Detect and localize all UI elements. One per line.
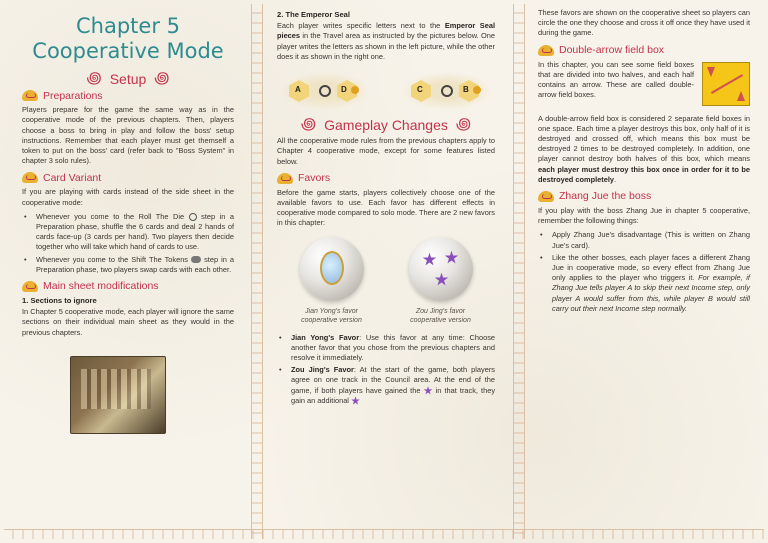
column-3	[538, 8, 750, 316]
cloud-icon	[538, 45, 554, 56]
sections-ignore-text: In Chapter 5 cooperative mode, each player will ignore the same sections on their individual main sheet as they would in the previous chapters.	[22, 307, 234, 337]
double-arrow-heading: Double-arrow field box	[538, 45, 750, 56]
emperor-seal-text: Each player writes specific letters next to the Emperor Seal pieces in the Travel area as instructed by the pictures below. One player writes the letters as shown in the left picture, while the other does it as shown in the right one.	[277, 21, 496, 61]
mirror-orb-icon	[300, 237, 364, 301]
cloud-icon	[22, 281, 38, 292]
main-sheet-heading: Main sheet modifications	[22, 281, 234, 292]
swirl-icon: ꩜	[455, 116, 472, 134]
favor-illustrations	[277, 237, 495, 325]
seal-letter: C	[417, 85, 423, 95]
zhang-jue-intro: If you play with the boss Zhang Jue in chapter 5 cooperative, remember the following things:	[538, 206, 750, 226]
card-variant-heading: Card Variant	[22, 172, 234, 183]
seal-picture-left	[281, 72, 369, 110]
bottom-border	[4, 529, 764, 539]
seal-ring-icon	[441, 85, 453, 97]
seal-letter: D	[341, 85, 347, 95]
shift-token-icon	[191, 256, 201, 263]
cloud-icon	[538, 191, 554, 202]
card-variant-intro: If you are playing with cards instead of the side sheet in the cooperative mode:	[22, 187, 234, 207]
gameplay-changes-text: All the cooperative mode rules from the previous chapters apply to Chapter 4 cooperative mode, except for some features listed below.	[277, 136, 495, 166]
seal-letter: A	[295, 85, 301, 95]
double-arrow-text-2: A double-arrow field box is considered 2 separate field boxes in one space. Each time a player destroys this box, only half of it is destroyed and crossed off, which means this box must be destroyed 2 times to be destroyed completely. In addition, one player cannot destroy both halves of this box, which means each player must destroy this box once in order for it to be destroyed completely.	[538, 113, 750, 184]
star-orb-icon	[409, 237, 473, 301]
duck-icon	[473, 86, 481, 94]
column-divider-right	[513, 4, 525, 539]
list-item: • Zou Jing's Favor: At the start of the game, both players agree on one track in the Council area. At the end of the game, if both players have gained the in that track, they gain an additional	[277, 365, 495, 406]
title-line-1: Chapter 5	[76, 14, 180, 38]
seal-letter: B	[463, 85, 469, 95]
list-item: • Whenever you come to the Shift The Tokens step in a Preparation phase, two players swap cards with each other.	[22, 255, 234, 275]
column-1	[22, 8, 234, 434]
sections-ignore-title: 1. Sections to ignore	[22, 296, 97, 306]
seal-picture-right	[403, 72, 491, 110]
game-sheet-photo	[70, 356, 166, 434]
swirl-icon: ꩜	[154, 70, 170, 87]
double-arrow-box-icon	[702, 62, 750, 106]
cloud-icon	[22, 90, 38, 101]
gameplay-changes-heading: ꩜ Gameplay Changes ꩜	[300, 116, 472, 134]
die-icon	[189, 213, 197, 221]
duck-icon	[351, 86, 359, 94]
favors-sheet-text: These favors are shown on the cooperative sheet so players can circle the one they choose and cross it off once they have used it during the game.	[538, 8, 750, 38]
list-item: • Like the other bosses, each player faces a different Zhang Jue in cooperative mode, so every effect from Zhang Jue only applies to the player who triggers it. For example, if Zhang Jue tells player A to skip their next Income step, only player A would suffer from this, while player B would still carry out their next Income step normally.	[538, 253, 750, 314]
double-arrow-text: In this chapter, you can see some field boxes that are divided into two halves, and each half contains an arrow. These are called double-arrow field boxes.	[538, 59, 694, 100]
preparations-text: Players prepare for the game the same way as in the cooperative mode of the previous chapters. Then, players choose a boss to bring in play and follow the boss' setup instructions. Remember that each player must get themself a token to put on the boss' card (refer back to "Boss System" in chapter 3 solo rules).	[22, 105, 234, 166]
column-divider-left	[251, 4, 263, 539]
emperor-seal-pictures	[281, 72, 491, 110]
favors-text: Before the game starts, players collectively choose one of the available favors to use. Each favor has different effects in cooperative mode compared to solo mode. There are 2 new favors in this chapter:	[277, 187, 496, 228]
star-icon	[351, 396, 360, 405]
chapter-title	[22, 14, 234, 64]
list-item: • Apply Zhang Jue's disadvantage (This is written on Zhang Jue's card).	[538, 230, 750, 250]
double-arrow-intro	[538, 60, 750, 106]
cloud-icon	[277, 173, 293, 184]
swirl-icon: ꩜	[300, 116, 317, 134]
favors-list	[277, 333, 495, 406]
preparations-heading: Preparations	[22, 90, 234, 101]
list-item: • Jian Yong's Favor: Use this favor at any time: Choose another favor that you chose from the previous chapters and resolve it immediately.	[277, 333, 495, 364]
favor-zou-jing: Zou Jing's favor cooperative version	[391, 237, 491, 325]
list-item: • Whenever you come to the Roll The Die step in a Preparation phase, shuffle the 6 cards and deal 2 hands of cards face-up (3 cards per hand). Two players then decide together who will take which hand of cards to use.	[22, 212, 234, 253]
star-icon	[424, 386, 433, 395]
zhang-jue-list	[538, 230, 750, 314]
favors-heading: Favors	[277, 173, 495, 184]
zhang-jue-heading: Zhang Jue the boss	[538, 191, 750, 202]
emperor-seal-title: 2. The Emperor Seal	[277, 10, 351, 19]
column-2	[277, 8, 495, 408]
favor-jian-yong: Jian Yong's favor cooperative version	[282, 237, 382, 325]
cloud-icon	[22, 172, 38, 183]
title-line-2: Cooperative Mode	[32, 39, 224, 63]
setup-heading: ꩜ Setup ꩜	[86, 70, 170, 87]
swirl-icon: ꩜	[86, 70, 102, 87]
card-variant-list	[22, 212, 234, 275]
seal-ring-icon	[319, 85, 331, 97]
